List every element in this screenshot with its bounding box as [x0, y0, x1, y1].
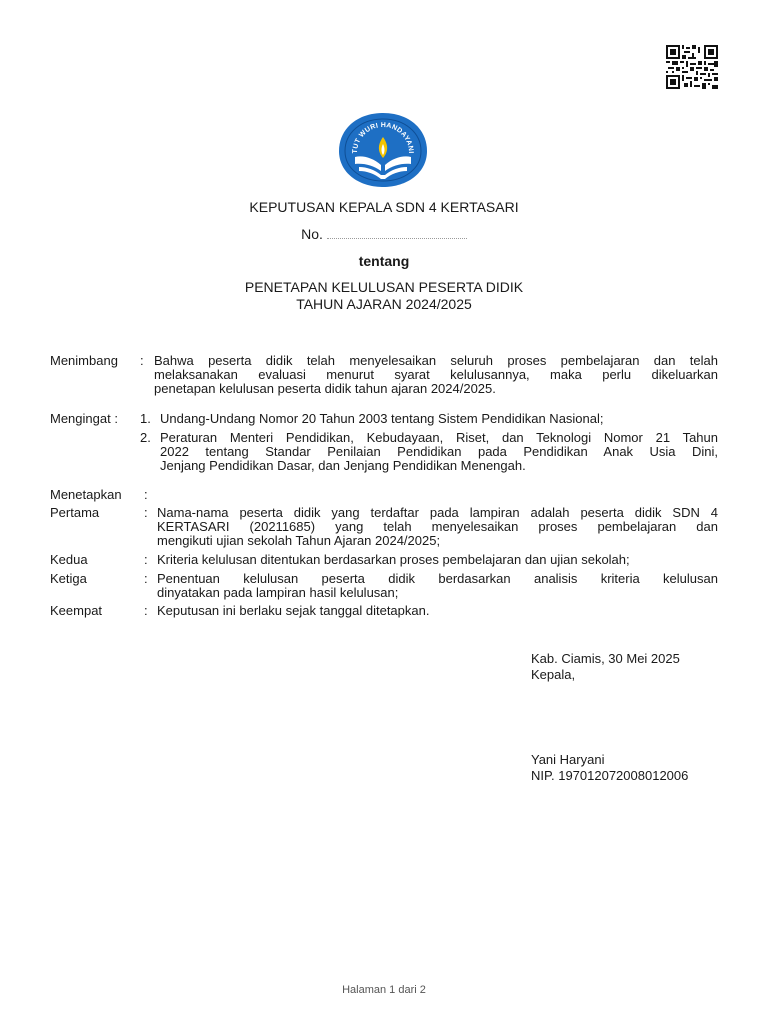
signature-place-date: Kab. Ciamis, 30 Mei 2025	[531, 651, 680, 666]
mengingat-item-1-number: 1.	[140, 411, 151, 426]
decision-text: Keputusan ini berlaku sejak tanggal ditetapkan.	[157, 603, 430, 618]
page-footer: Halaman 1 dari 2	[342, 984, 426, 996]
decision-label: Pertama	[50, 505, 100, 520]
menetapkan-label: Menetapkan	[50, 487, 122, 502]
mengingat-item-2: Peraturan Menteri Pendidikan, Kebudayaan, Riset, dan Teknologi Nomor 21 Tahun 2022 tentang Standar Penilaian Pendidikan pada Pendidikan Anak Usia Dini, Jenjang Pendidikan Dasar, dan Jenjang Pendidikan Menengah.	[160, 430, 718, 473]
number-blank	[327, 228, 467, 239]
decision-text: Nama-nama peserta didik yang terdaftar pada lampiran adalah peserta didik SDN 4 KERTASARI (20211685) yang telah menyelesaikan proses pembelajaran dan mengikuti ujian sekolah Tahun Ajaran 2024/2025;	[157, 505, 718, 548]
subject-line-2: TAHUN AJARAN 2024/2025	[296, 296, 472, 312]
decision-colon: :	[144, 571, 148, 586]
mengingat-item-1: Undang-Undang Nomor 20 Tahun 2003 tentang Sistem Pendidikan Nasional;	[160, 411, 604, 426]
menimbang-colon: :	[140, 353, 144, 368]
decision-label: Keempat	[50, 603, 103, 618]
mengingat-item-2-number: 2.	[140, 430, 151, 445]
decision-label: Ketiga	[50, 571, 87, 586]
decision-text: Kriteria kelulusan ditentukan berdasarkan proses pembelajaran dan ujian sekolah;	[157, 552, 630, 567]
menimbang-text: Bahwa peserta didik telah menyelesaikan seluruh proses pembelajaran dan telah melaksanakan evaluasi menurut syarat kelulusannya, maka perlu dikeluarkan penetapan kelulusan peserta didik tahun ajaran 2024/2025.	[154, 353, 718, 396]
document-title: KEPUTUSAN KEPALA SDN 4 KERTASARI	[249, 199, 519, 215]
decision-colon: :	[144, 603, 148, 618]
decision-label: Kedua	[50, 552, 88, 567]
menimbang-label: Menimbang	[50, 353, 118, 368]
decision-colon: :	[144, 552, 148, 567]
document-number	[0, 227, 768, 241]
signature-nip: NIP. 197012072008012006	[531, 768, 689, 783]
decision-text: Penentuan kelulusan peserta didik berdasarkan analisis kriteria kelulusan dinyatakan pada lampiran hasil kelulusan;	[157, 571, 718, 600]
tut-wuri-handayani-logo	[337, 111, 429, 189]
mengingat-label: Mengingat :	[50, 411, 118, 426]
number-label: No.	[301, 226, 323, 242]
signature-name: Yani Haryani	[531, 752, 605, 767]
svg-text:TUT WURI HANDAYANI: TUT WURI HANDAYANI	[351, 121, 415, 154]
tentang-heading: tentang	[358, 253, 410, 269]
menetapkan-colon: :	[144, 487, 148, 502]
signature-position: Kepala,	[531, 667, 576, 682]
decision-colon: :	[144, 505, 148, 520]
subject-line-1: PENETAPAN KELULUSAN PESERTA DIDIK	[244, 279, 524, 295]
qr-code-icon	[666, 45, 718, 89]
